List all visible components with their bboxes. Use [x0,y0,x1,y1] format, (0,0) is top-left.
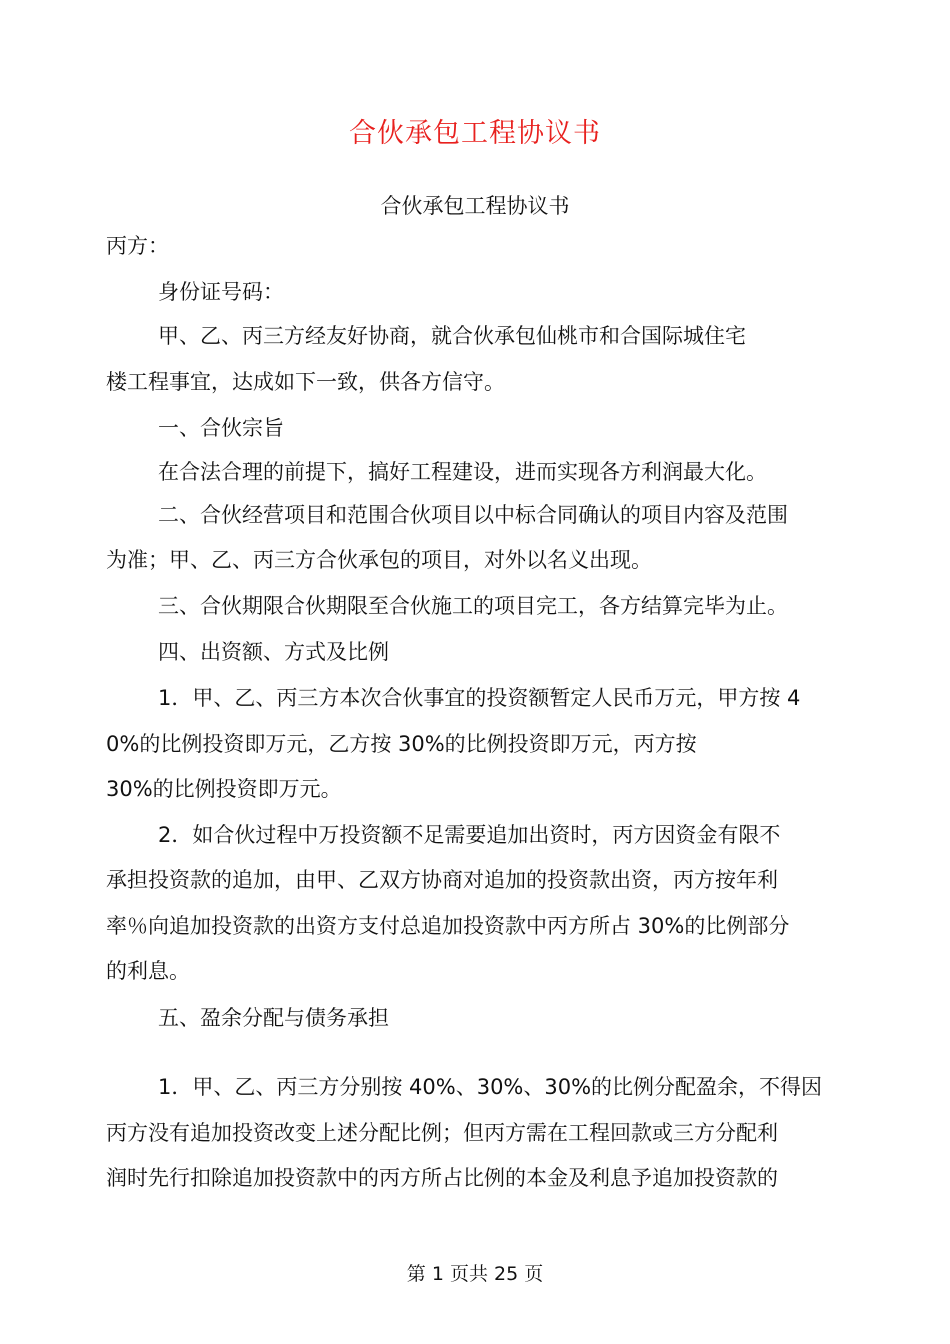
paragraph-line: 1．甲、乙、丙三方本次合伙事宜的投资额暂定人民币万元，甲方按 4 [158,686,801,710]
paragraph-line: 楼工程事宜，达成如下一致，供各方信守。 [106,370,505,394]
section-heading: 五、盈余分配与债务承担 [158,1006,389,1030]
document-subtitle: 合伙承包工程协议书 [380,194,570,218]
document-title: 合伙承包工程协议书 [349,118,601,149]
paragraph-line: 承担投资款的追加，由甲、乙双方协商对追加的投资款出资，丙方按年利 [106,868,778,892]
paragraph-line: 为准；甲、乙、丙三方合伙承包的项目，对外以名义出现。 [106,548,652,572]
paragraph-line: 润时先行扣除追加投资款中的丙方所占比例的本金及利息予追加投资款的 [106,1166,778,1190]
paragraph-line: 甲、乙、丙三方经友好协商，就合伙承包仙桃市和合国际城住宅 [158,324,746,348]
paragraph-line: 的利息。 [106,959,190,983]
paragraph-line: 0%的比例投资即万元，乙方按 30%的比例投资即万元，丙方按 [106,732,697,756]
paragraph-line: 率％向追加投资款的出资方支付总追加投资款中丙方所占 30%的比例部分 [106,914,790,938]
section-heading: 四、出资额、方式及比例 [158,640,389,664]
section-heading: 二、合伙经营项目和范围合伙项目以中标合同确认的项目内容及范围 [158,503,788,527]
party-c-label: 丙方： [106,234,169,258]
id-number-label: 身份证号码： [158,280,284,304]
page-number-footer: 第 1 页共 25 页 [406,1263,544,1285]
section-heading: 一、合伙宗旨 [158,416,284,440]
paragraph-line: 在合法合理的前提下，搞好工程建设，进而实现各方利润最大化。 [158,460,767,484]
paragraph-line: 2．如合伙过程中万投资额不足需要追加出资时，丙方因资金有限不 [158,823,781,847]
section-heading: 三、合伙期限合伙期限至合伙施工的项目完工，各方结算完毕为止。 [158,594,788,618]
paragraph-line: 1．甲、乙、丙三方分别按 40%、30%、30%的比例分配盈余，不得因 [158,1075,823,1099]
paragraph-line: 丙方没有追加投资改变上述分配比例；但丙方需在工程回款或三方分配利 [106,1121,778,1145]
paragraph-line: 30%的比例投资即万元。 [106,777,342,801]
